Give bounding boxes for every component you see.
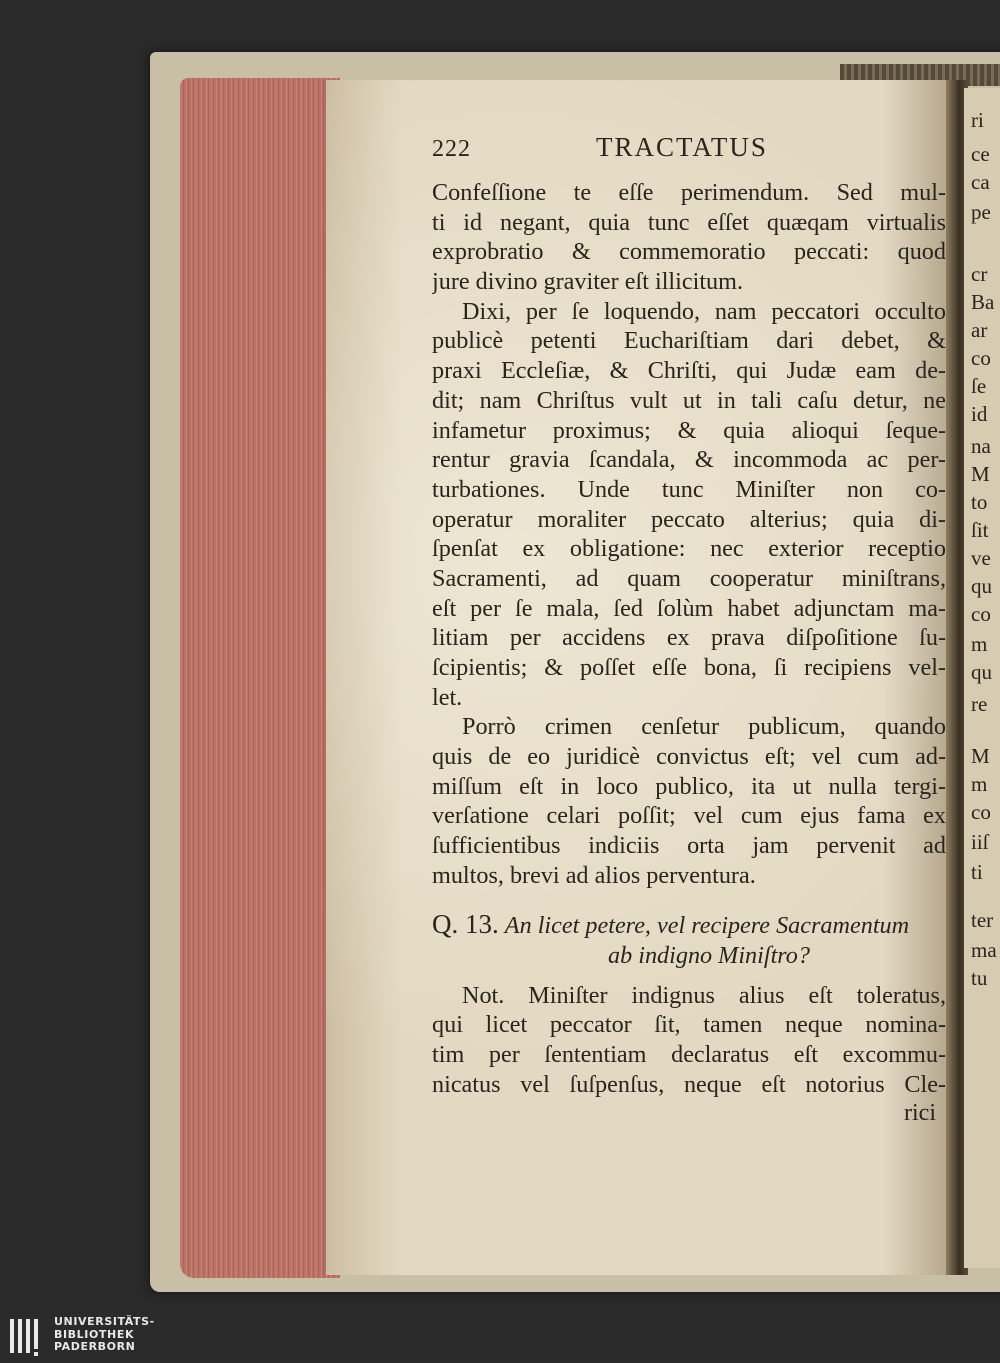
right-page-fragment-text: m <box>971 632 988 656</box>
logo-line: PADERBORN <box>54 1340 136 1353</box>
logo-line: UNIVERSITÄTS- <box>54 1315 155 1328</box>
right-page-fragment-text: ſe <box>971 374 987 398</box>
right-page-fragment-text: M <box>971 744 990 768</box>
right-page-fragment-text: ca <box>971 170 990 194</box>
page-number: 222 <box>432 136 471 162</box>
text-line: Dixi, per ſe loquendo, nam peccatori occulto <box>462 297 946 325</box>
text-line: exprobratio & commemoratio peccati: quod <box>432 238 946 266</box>
text-line: verſatione celari poſſit; vel cum ejus fama ex <box>432 802 946 830</box>
text-line: tim per ſententiam declaratus eſt excommu- <box>432 1040 946 1068</box>
right-page-fragment-text: pe <box>971 200 991 224</box>
right-page-fragment-text: re <box>971 692 988 716</box>
page-header <box>432 130 946 178</box>
right-page-fragment-text: ve <box>971 546 991 570</box>
right-page-fragment-text: ce <box>971 142 990 166</box>
right-page-fragment-text: ar <box>971 318 988 342</box>
right-page-fragment <box>964 88 1000 1268</box>
text-line: Sacramenti, ad quam cooperatur miniſtrans, <box>432 564 946 592</box>
page-text <box>432 130 946 1127</box>
text-line: miſſum eſt in loco publico, ita ut nulla tergi- <box>432 772 946 800</box>
right-page-fragment-text: tu <box>971 966 988 990</box>
right-page-fragment-text: qu <box>971 660 992 684</box>
question-text-cont: ab indigno Miniſtro? <box>607 941 810 969</box>
right-page-fragment-text: na <box>971 434 991 458</box>
right-page-fragment-text: ma <box>971 938 997 962</box>
text-line: praxi Eccleſiæ, & Chriſti, qui Judæ eam de- <box>432 357 946 385</box>
right-page-fragment-text: ti <box>971 860 983 884</box>
question-text: An licet petere, vel recipere Sacramentum <box>504 911 910 939</box>
text-line: Porrò crimen cenſetur publicum, quando <box>462 713 946 741</box>
right-page-fragment-text: qu <box>971 574 992 598</box>
right-page-fragment-text: id <box>971 402 988 426</box>
text-line: quis de eo juridicè convictus eſt; vel cum ad- <box>432 743 946 771</box>
text-line: turbationes. Unde tunc Miniſter non co- <box>432 475 946 503</box>
right-page-fragment-text: cr <box>971 262 988 286</box>
question-label: Q. 13. <box>432 908 499 939</box>
right-page-fragment-text: Ba <box>971 290 995 314</box>
text-line: qui licet peccator ſit, tamen neque nomina- <box>432 1011 946 1039</box>
text-line: publicè petenti Euchariſtiam dari debet, & <box>432 327 946 355</box>
library-logo-text <box>54 1316 155 1354</box>
text-line: infametur proximus; & quia alioqui ſeque- <box>432 416 946 444</box>
text-line: dit; nam Chriſtus vult ut in tali caſu detur, ne <box>432 386 946 414</box>
text-line: ſufficientibus indiciis orta jam pervenit ad <box>432 832 946 860</box>
right-page-fragment-text: co <box>971 800 991 824</box>
text-line: operatur moraliter peccato alterius; quia di- <box>432 505 946 533</box>
right-page-fragment-text: ri <box>971 108 984 132</box>
right-page-fragment-text: to <box>971 490 988 514</box>
text-line: let. <box>432 683 463 711</box>
page-edges-red <box>180 78 340 1278</box>
text-line: rentur gravia ſcandala, & incommoda ac per- <box>432 446 946 474</box>
right-page-fragment-text: co <box>971 346 991 370</box>
catchword: rici <box>904 1100 936 1127</box>
library-logo-icon <box>8 1317 46 1359</box>
right-page-fragment-text: ter <box>971 908 994 932</box>
text-line: jure divino graviter eſt illicitum. <box>432 268 744 296</box>
right-page-fragment-text: M <box>971 462 990 486</box>
running-head: TRACTATUS <box>596 132 768 162</box>
text-line: ſcipientis; & poſſet eſſe bona, ſi recipiens vel- <box>432 654 946 681</box>
question-heading <box>432 909 946 941</box>
text-line: litiam per accidens ex prava diſpoſitione ſu- <box>432 624 946 652</box>
right-page-fragment-text: ſit <box>971 518 989 542</box>
text-line: nicatus vel ſuſpenſus, neque eſt notorius Cle- <box>432 1070 946 1098</box>
text-line: ſpenſat ex obligatione: nec exterior receptio <box>432 535 946 563</box>
text-line: Confeſſione te eſſe perimendum. Sed mul- <box>432 179 946 206</box>
right-page-fragment-text: iiſ <box>971 830 989 854</box>
text-line: eſt per ſe mala, ſed ſolùm habet adjunctam ma- <box>432 594 946 622</box>
logo-line: BIBLIOTHEK <box>54 1327 135 1341</box>
text-line: Not. Miniſter indignus alius eſt toleratus, <box>462 981 946 1009</box>
text-line: ti id negant, quia tunc eſſet quæqam virtualis <box>432 208 946 236</box>
text-line: multos, brevi ad alios perventura. <box>432 861 756 889</box>
right-page-fragment-text: co <box>971 602 991 626</box>
right-page-fragment-text: m <box>971 772 988 796</box>
